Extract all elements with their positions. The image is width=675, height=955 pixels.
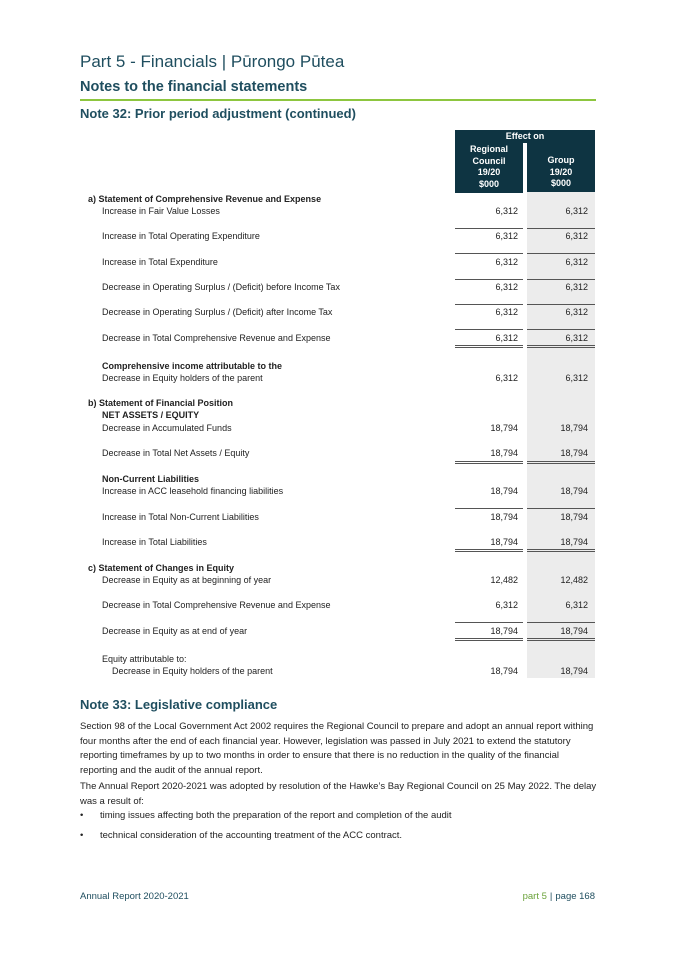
row-rule	[455, 622, 523, 623]
table-row: Increase in Total Expenditure 6,312 6,312	[102, 257, 588, 267]
footer-report-title: Annual Report 2020-2021	[80, 891, 189, 902]
table-row: Decrease in Equity as at beginning of year 12,482 12,482	[102, 575, 588, 585]
double-rule	[527, 640, 595, 641]
table-row: Decrease in Total Net Assets / Equity 18,794 18,794	[102, 448, 588, 458]
regional-council-column-header: Regional Council 19/20 $000	[455, 143, 523, 193]
table-row: a) Statement of Comprehensive Revenue and Expense	[88, 194, 322, 204]
list-item: • technical consideration of the accounting treatment of the ACC contract.	[80, 829, 452, 849]
row-rule	[527, 622, 595, 623]
group-column-header: Group 19/20 $000	[527, 143, 595, 193]
title-underline	[80, 99, 596, 101]
double-rule	[527, 551, 595, 552]
row-rule	[455, 279, 523, 280]
row-rule	[455, 228, 523, 229]
row-rule	[527, 228, 595, 229]
row-rule	[455, 508, 523, 509]
table-row: Decrease in Equity holders of the parent 6,312 6,312	[102, 373, 588, 383]
delay-reasons-list	[80, 809, 452, 849]
row-rule	[455, 329, 523, 330]
table-row: Decrease in Equity as at end of year 18,794 18,794	[102, 626, 588, 636]
row-rule	[455, 304, 523, 305]
double-rule	[455, 640, 523, 641]
list-item: • timing issues affecting both the preparation of the report and completion of the audit	[80, 809, 452, 829]
row-rule	[455, 253, 523, 254]
table-row: NET ASSETS / EQUITY	[102, 410, 200, 420]
table-row: c) Statement of Changes in Equity	[88, 563, 235, 573]
table-row: Decrease in Operating Surplus / (Deficit) after Income Tax 6,312 6,312	[102, 307, 588, 317]
footer-page-number: page 168	[555, 891, 595, 902]
footer-separator: |	[549, 891, 553, 902]
double-rule	[527, 345, 595, 346]
double-rule	[455, 347, 523, 348]
table-row: Decrease in Total Comprehensive Revenue and Expense 6,312 6,312	[102, 600, 588, 610]
note-33-paragraph-1: Section 98 of the Local Government Act 2002 requires the Regional Council to prepare and adopt an annual report withing four months after the end of each financial year. However, legislation was passed in July 2021 to extend the statutory reporting timeframes by up to two months in order to ensure that there is no reduction in the quality of the financial reporting and the audit of the annual report.	[80, 721, 594, 776]
row-rule	[527, 279, 595, 280]
double-rule	[527, 463, 595, 464]
table-row: Increase in Total Operating Expenditure 6,312 6,312	[102, 231, 588, 241]
double-rule	[527, 549, 595, 550]
table-row: Increase in Total Liabilities 18,794 18,794	[102, 537, 588, 547]
table-row: Decrease in Accumulated Funds 18,794 18,794	[102, 423, 588, 433]
double-rule	[527, 638, 595, 639]
row-rule	[527, 329, 595, 330]
double-rule	[455, 345, 523, 346]
table-row: Non-Current Liabilities	[102, 474, 200, 484]
note-33-title: Note 33: Legislative compliance	[80, 697, 278, 712]
note-33-paragraph-2: The Annual Report 2020-2021 was adopted by resolution of the Hawke’s Bay Regional Council on 25 May 2022. The delay was a result of:	[80, 781, 597, 807]
row-rule	[527, 253, 595, 254]
double-rule	[527, 347, 595, 348]
note-32-title: Note 32: Prior period adjustment (continued)	[80, 106, 356, 121]
row-rule	[527, 508, 595, 509]
effect-on-header: Effect on	[455, 130, 595, 143]
table-row: Decrease in Operating Surplus / (Deficit) before Income Tax 6,312 6,312	[102, 282, 588, 292]
double-rule	[455, 549, 523, 550]
double-rule	[455, 463, 523, 464]
table-row: Increase in ACC leasehold financing liabilities 18,794 18,794	[102, 486, 588, 496]
table-row: Decrease in Total Comprehensive Revenue and Expense 6,312 6,312	[102, 333, 588, 343]
double-rule	[527, 461, 595, 462]
table-row: b) Statement of Financial Position	[88, 398, 234, 408]
double-rule	[455, 461, 523, 462]
table-row: Increase in Fair Value Losses 6,312 6,312	[102, 206, 588, 216]
table-row: Increase in Total Non-Current Liabilities 18,794 18,794	[102, 512, 588, 522]
table-row: Equity attributable to:	[102, 654, 187, 664]
footer-page-info	[523, 891, 595, 902]
table-row: Decrease in Equity holders of the parent 18,794 18,794	[112, 666, 588, 676]
double-rule	[455, 551, 523, 552]
page-title: Part 5 - Financials | Pūrongo Pūtea	[80, 52, 345, 71]
row-rule	[527, 304, 595, 305]
footer-section: part 5	[522, 891, 547, 902]
section-title: Notes to the financial statements	[80, 79, 308, 95]
table-row: Comprehensive income attributable to the	[102, 361, 283, 371]
double-rule	[455, 638, 523, 639]
